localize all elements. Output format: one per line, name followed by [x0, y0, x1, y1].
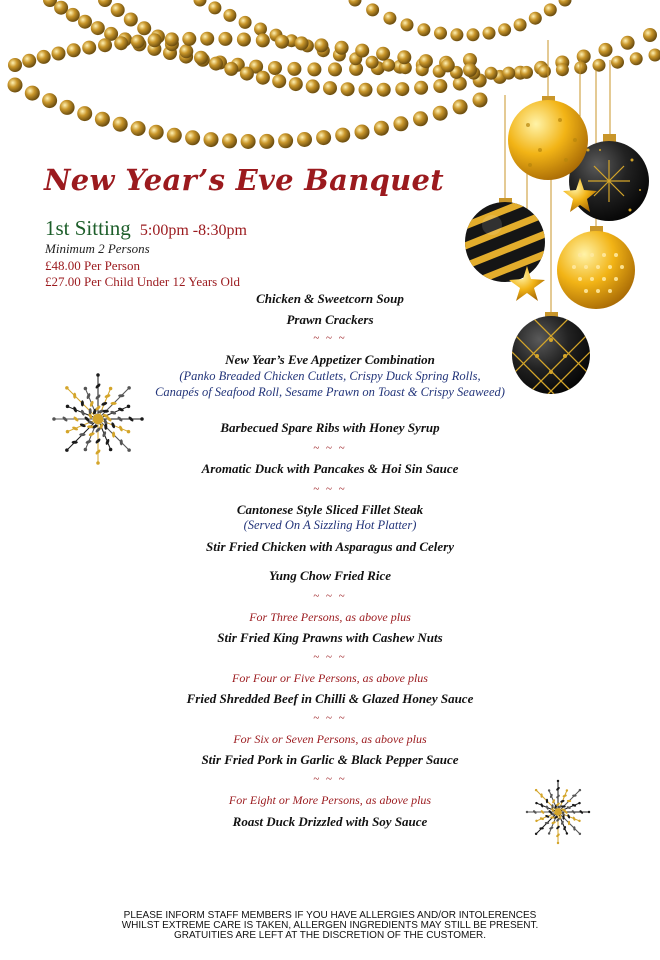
menu-item: Prawn Crackers [286, 312, 374, 327]
allergy-notice: PLEASE INFORM STAFF MEMBERS IF YOU HAVE ALLERGIES AND/OR INTOLERENCES [123, 910, 537, 921]
sitting-heading [45, 216, 247, 241]
price-adult: £48.00 Per Person [45, 258, 140, 273]
price-child: £27.00 Per Child Under 12 Years Old [45, 274, 240, 289]
menu-item: Barbecued Spare Ribs with Honey Syrup [220, 420, 440, 435]
menu-separator: ~ ~ ~ [313, 332, 347, 344]
sitting-time: 5:00pm -8:30pm [139, 222, 247, 239]
menu-group-note: For Three Persons, as above plus [249, 610, 411, 624]
menu-separator: ~ ~ ~ [313, 442, 347, 454]
menu-item: Stir Fried Pork in Garlic & Black Pepper Sauce [201, 752, 459, 767]
menu-item: Cantonese Style Sliced Fillet Steak [236, 502, 424, 517]
menu-group-note: For Eight or More Persons, as above plus [228, 793, 432, 807]
menu-group-note: For Six or Seven Persons, as above plus [233, 732, 427, 746]
menu-separator: ~ ~ ~ [313, 773, 347, 785]
snowflake-icon [526, 780, 590, 844]
menu-item: Fried Shredded Beef in Chilli & Glazed Honey Sauce [186, 691, 474, 706]
menu-separator: ~ ~ ~ [313, 483, 347, 495]
menu-item: Yung Chow Fried Rice [269, 568, 391, 583]
menu-item: Roast Duck Drizzled with Soy Sauce [232, 814, 428, 829]
page-title: New Year’s Eve Banquet [44, 163, 444, 197]
menu-separator: ~ ~ ~ [313, 590, 347, 602]
menu-separator: ~ ~ ~ [313, 712, 347, 724]
gratuity-notice: GRATUITIES ARE LEFT AT THE DISCRETION OF THE CUSTOMER. [173, 930, 487, 941]
menu-item: Chicken & Sweetcorn Soup [256, 291, 404, 306]
menu-item-note: Canapés of Seafood Roll, Sesame Prawn on Toast & Crispy Seaweed) [155, 385, 505, 399]
menu-separator: ~ ~ ~ [313, 651, 347, 663]
menu-item-note: (Served On A Sizzling Hot Platter) [243, 518, 417, 532]
sitting-label: 1st Sitting [45, 216, 131, 240]
menu-item: Stir Fried Chicken with Asparagus and Celery [205, 539, 454, 554]
menu-item: Aromatic Duck with Pancakes & Hoi Sin Sauce [201, 461, 459, 476]
menu-item: Stir Fried King Prawns with Cashew Nuts [217, 630, 443, 645]
menu-item-note: (Panko Breaded Chicken Cutlets, Crispy Duck Spring Rolls, [179, 369, 481, 383]
minimum-persons: Minimum 2 Persons [45, 241, 150, 256]
menu-item: New Year’s Eve Appetizer Combination [225, 352, 435, 367]
menu-group-note: For Four or Five Persons, as above plus [232, 671, 428, 685]
allergen-warning: WHILST EXTREME CARE IS TAKEN, ALLERGEN INGREDIENTS MAY STILL BE PRESENT. [121, 920, 539, 931]
